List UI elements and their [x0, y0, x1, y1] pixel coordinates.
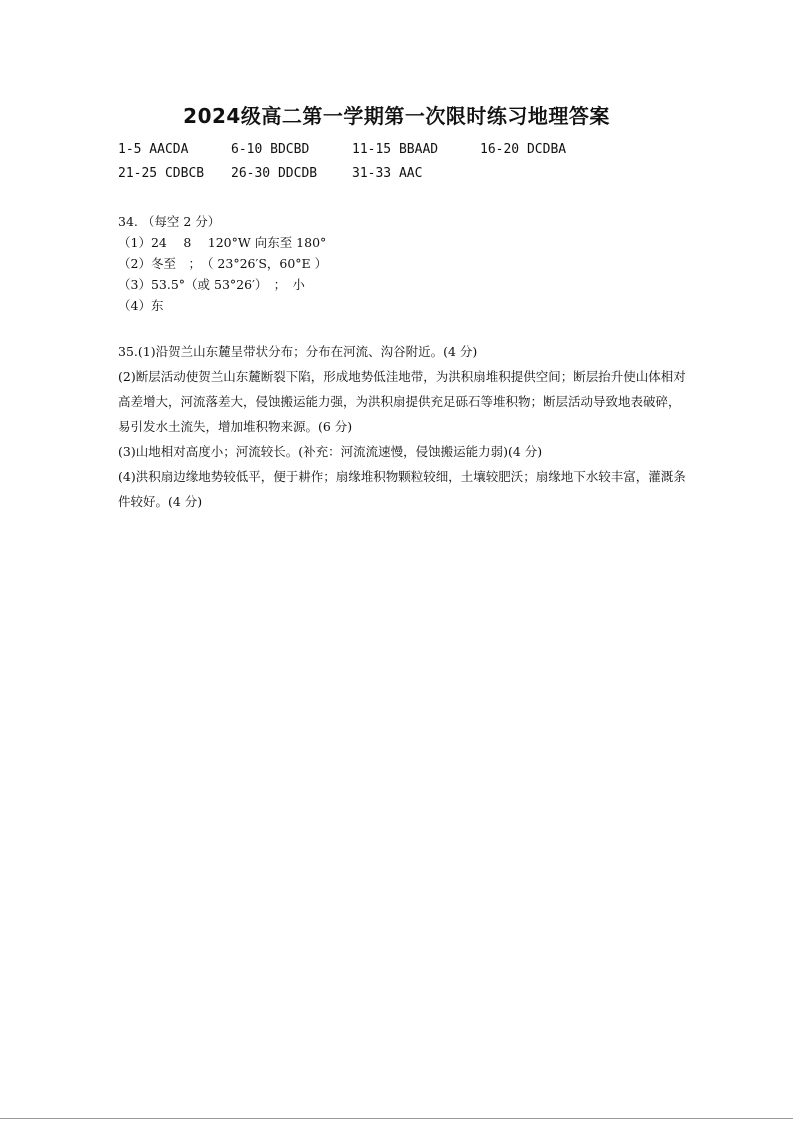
mc-answer-group: 1-5 AACDA: [118, 142, 189, 157]
mc-answer-group: 16-20 DCDBA: [480, 142, 567, 157]
question-34-answer-1: （1）24 8 120°W 向东至 180°: [118, 235, 327, 250]
page-bottom-divider: [0, 1118, 793, 1119]
mc-answer-group: 26-30 DDCDB: [231, 166, 318, 181]
question-35-answer-1: 35.(1)沿贺兰山东麓呈带状分布；分布在河流、沟谷附近。(4 分): [118, 344, 478, 359]
question-34: [118, 211, 327, 316]
mc-answer-group: 21-25 CDBCB: [118, 166, 205, 181]
question-35-answer-4: (4)洪积扇边缘地势较低平，便于耕作；扇缘堆积物颗粒较细，土壤较肥沃；扇缘地下水较丰富，灌溉条件较好。(4 分): [118, 469, 686, 509]
page-title: 2024级高二第一学期第一次限时练习地理答案: [183, 104, 610, 128]
mc-answer-group: 6-10 BDCBD: [231, 142, 310, 157]
mc-answer-group: 11-15 BBAAD: [352, 142, 439, 157]
question-35: [118, 339, 690, 514]
question-35-answer-3: (3)山地相对高度小；河流较长。(补充：河流流速慢，侵蚀搬运能力弱)(4 分): [118, 444, 543, 459]
question-34-header: 34. （每空 2 分）: [118, 214, 221, 229]
question-34-answer-3: （3）53.5°（或 53°26′） ； 小: [118, 277, 305, 292]
question-35-answer-2: (2)断层活动使贺兰山东麓断裂下陷，形成地势低洼地带，为洪积扇堆积提供空间；断层抬升使山体相对高差增大，河流落差大，侵蚀搬运能力强，为洪积扇提供充足砾石等堆积物；断层活动导致地表破碎，易引发水土流失，增加堆积物来源。(6 分): [118, 369, 686, 434]
mc-answer-group: 31-33 AAC: [352, 166, 423, 181]
question-34-answer-2: （2）冬至 ； （ 23°26′S，60°E ）: [118, 256, 328, 271]
question-34-answer-4: （4）东: [118, 298, 164, 313]
